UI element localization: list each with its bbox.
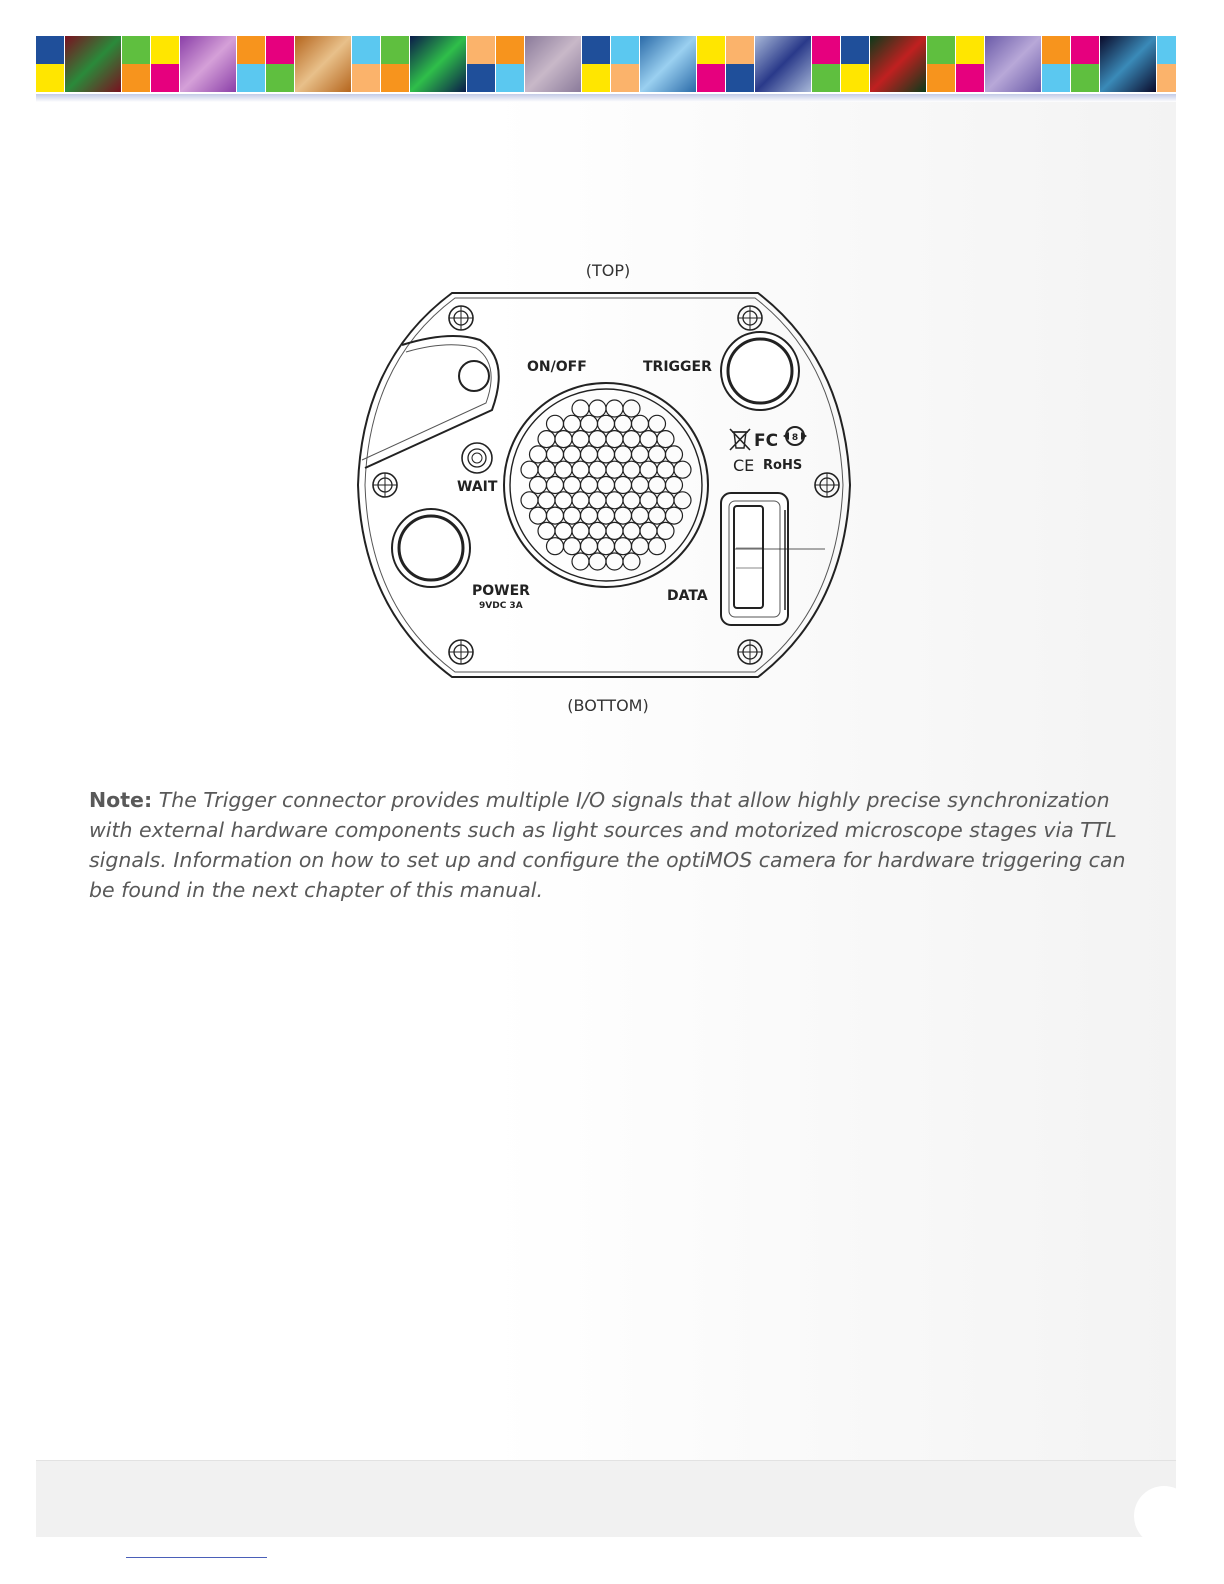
fan-hole: [521, 492, 538, 509]
fan-hole: [555, 522, 572, 539]
page-curl: [1134, 1486, 1194, 1546]
fan-grille: [504, 383, 708, 587]
fan-hole: [538, 431, 555, 448]
fan-hole: [640, 492, 657, 509]
fc-mark: FC: [754, 431, 779, 451]
banner-color-tile: [1157, 36, 1176, 64]
fan-hole: [606, 431, 623, 448]
fan-hole: [649, 507, 666, 524]
fan-hole: [598, 538, 615, 555]
wait-label: WAIT: [457, 479, 498, 495]
power-label: POWER: [472, 583, 530, 599]
note-label: Note:: [89, 788, 153, 812]
fan-hole: [632, 415, 649, 432]
banner-color-tile: [841, 36, 869, 64]
banner-color-tile: [122, 64, 150, 92]
fan-hole: [640, 431, 657, 448]
banner-color-tile: [1071, 36, 1099, 64]
banner-color-tile: [726, 64, 754, 92]
fan-hole: [555, 492, 572, 509]
fan-hole: [538, 522, 555, 539]
banner-image-tile: [410, 36, 466, 92]
banner-image-tile: [640, 36, 696, 92]
banner-shadow: [36, 94, 1176, 102]
screw-right: [815, 473, 839, 497]
fan-hole: [666, 477, 683, 494]
camera-back-panel-diagram: [340, 250, 880, 730]
on-off-switch: [459, 361, 489, 391]
fan-hole: [581, 477, 598, 494]
banner-image-tile: [525, 36, 581, 92]
fan-hole: [674, 492, 691, 509]
fan-hole: [547, 477, 564, 494]
banner-color-tile: [352, 36, 380, 64]
fan-hole: [657, 522, 674, 539]
fan-hole: [589, 461, 606, 478]
fan-hole: [606, 522, 623, 539]
banner-color-tile: [496, 36, 524, 64]
fan-hole: [623, 431, 640, 448]
fan-hole: [589, 522, 606, 539]
fan-hole: [572, 492, 589, 509]
banner-image-tile: [985, 36, 1041, 92]
fan-hole: [572, 553, 589, 570]
note-body: The Trigger connector provides multiple I/O signals that allow highly precise synchronization with external hardware components such as light sources and motorized microscope stages via TTL signals. Information on how to set up and configure the optiMOS camera for hardware triggering can be found in the next chapter of this manual.: [89, 788, 1126, 902]
fan-hole: [598, 446, 615, 463]
fan-hole: [606, 461, 623, 478]
fan-hole: [589, 431, 606, 448]
fan-hole: [606, 492, 623, 509]
fan-hole: [606, 400, 623, 417]
fan-hole: [547, 538, 564, 555]
banner-image-tile: [1100, 36, 1156, 92]
power-rating-label: 9VDC 3A: [479, 601, 523, 611]
fan-hole: [581, 538, 598, 555]
banner-color-tile: [381, 64, 409, 92]
fan-hole: [615, 446, 632, 463]
banner-color-tile: [237, 64, 265, 92]
fan-hole: [657, 492, 674, 509]
label-bottom: (BOTTOM): [567, 696, 649, 715]
banner-color-tile: [381, 36, 409, 64]
recycle-icon: [783, 427, 807, 445]
banner-color-tile: [266, 36, 294, 64]
screw-bottom-left: [449, 640, 473, 664]
banner-color-tile: [1042, 36, 1070, 64]
label-top: (TOP): [585, 261, 631, 280]
fan-hole: [564, 446, 581, 463]
banner-color-tile: [1042, 64, 1070, 92]
footer-band: [36, 1460, 1176, 1537]
fan-hole: [623, 400, 640, 417]
banner-color-tile: [582, 64, 610, 92]
screw-top-left: [449, 306, 473, 330]
banner-image-tile: [870, 36, 926, 92]
banner-image-tile: [65, 36, 121, 92]
banner-color-tile: [151, 64, 179, 92]
fan-hole: [547, 415, 564, 432]
fan-hole: [606, 553, 623, 570]
fan-hole: [572, 461, 589, 478]
banner-color-tile: [956, 64, 984, 92]
fan-hole: [666, 446, 683, 463]
footer-link-underline: [126, 1557, 267, 1558]
fan-hole: [623, 553, 640, 570]
fan-hole: [572, 522, 589, 539]
banner-image-tile: [180, 36, 236, 92]
fan-hole: [674, 461, 691, 478]
fan-hole: [657, 461, 674, 478]
fan-hole: [589, 400, 606, 417]
banner-image-tile: [755, 36, 811, 92]
banner-color-tile: [927, 36, 955, 64]
banner-color-tile: [697, 36, 725, 64]
fan-hole: [657, 431, 674, 448]
banner-color-tile: [812, 64, 840, 92]
fan-hole: [538, 461, 555, 478]
banner-color-tile: [151, 36, 179, 64]
fan-hole: [623, 492, 640, 509]
banner-color-tile: [841, 64, 869, 92]
fan-hole: [581, 507, 598, 524]
trigger-label: TRIGGER: [643, 359, 712, 375]
fan-hole: [623, 522, 640, 539]
on-off-label: ON/OFF: [527, 359, 587, 375]
banner-color-tile: [237, 36, 265, 64]
banner-image-tile: [295, 36, 351, 92]
fan-hole: [615, 507, 632, 524]
screw-top-right: [738, 306, 762, 330]
banner-color-tile: [36, 64, 64, 92]
banner-color-tile: [122, 36, 150, 64]
fan-hole: [615, 538, 632, 555]
banner-color-tile: [611, 36, 639, 64]
header-banner: [36, 36, 1176, 92]
banner-color-tile: [611, 64, 639, 92]
banner-color-tile: [352, 64, 380, 92]
data-connector: [721, 493, 825, 625]
fan-hole: [547, 446, 564, 463]
fan-hole: [572, 400, 589, 417]
banner-color-tile: [1157, 64, 1176, 92]
fan-hole: [521, 461, 538, 478]
banner-color-tile: [467, 36, 495, 64]
fan-hole: [640, 461, 657, 478]
banner-color-tile: [726, 36, 754, 64]
banner-color-tile: [812, 36, 840, 64]
banner-color-tile: [467, 64, 495, 92]
fan-hole: [649, 415, 666, 432]
weee-icon: [730, 429, 750, 450]
fan-hole: [615, 477, 632, 494]
fan-hole: [589, 553, 606, 570]
fan-hole: [623, 461, 640, 478]
fan-hole: [530, 446, 547, 463]
fan-hole: [530, 507, 547, 524]
banner-color-tile: [582, 36, 610, 64]
fan-hole: [632, 477, 649, 494]
fan-hole: [564, 538, 581, 555]
banner-color-tile: [956, 36, 984, 64]
fan-hole: [598, 507, 615, 524]
fan-hole: [632, 446, 649, 463]
fan-hole: [547, 507, 564, 524]
fan-hole: [564, 415, 581, 432]
fan-hole: [666, 507, 683, 524]
ce-mark: CE: [733, 456, 755, 475]
fan-hole: [640, 522, 657, 539]
fan-hole: [564, 507, 581, 524]
fan-hole: [615, 415, 632, 432]
screw-left: [373, 473, 397, 497]
fan-hole: [598, 415, 615, 432]
banner-color-tile: [1071, 64, 1099, 92]
banner-color-tile: [496, 64, 524, 92]
fan-hole: [589, 492, 606, 509]
fan-hole: [581, 415, 598, 432]
svg-text:8: 8: [791, 433, 799, 443]
banner-color-tile: [266, 64, 294, 92]
rohs-mark: RoHS: [763, 458, 803, 473]
banner-color-tile: [927, 64, 955, 92]
data-label: DATA: [667, 588, 708, 604]
fan-hole: [572, 431, 589, 448]
fan-hole: [555, 461, 572, 478]
fan-hole: [530, 477, 547, 494]
banner-color-tile: [697, 64, 725, 92]
fan-hole: [649, 538, 666, 555]
note-paragraph: [89, 785, 1139, 905]
fan-hole: [632, 507, 649, 524]
banner-color-tile: [36, 36, 64, 64]
fan-hole: [649, 446, 666, 463]
fan-hole: [564, 477, 581, 494]
fan-hole: [555, 431, 572, 448]
fan-hole: [598, 477, 615, 494]
fan-hole: [649, 477, 666, 494]
fan-hole: [538, 492, 555, 509]
fan-hole: [581, 446, 598, 463]
screw-bottom-right: [738, 640, 762, 664]
fan-hole: [632, 538, 649, 555]
